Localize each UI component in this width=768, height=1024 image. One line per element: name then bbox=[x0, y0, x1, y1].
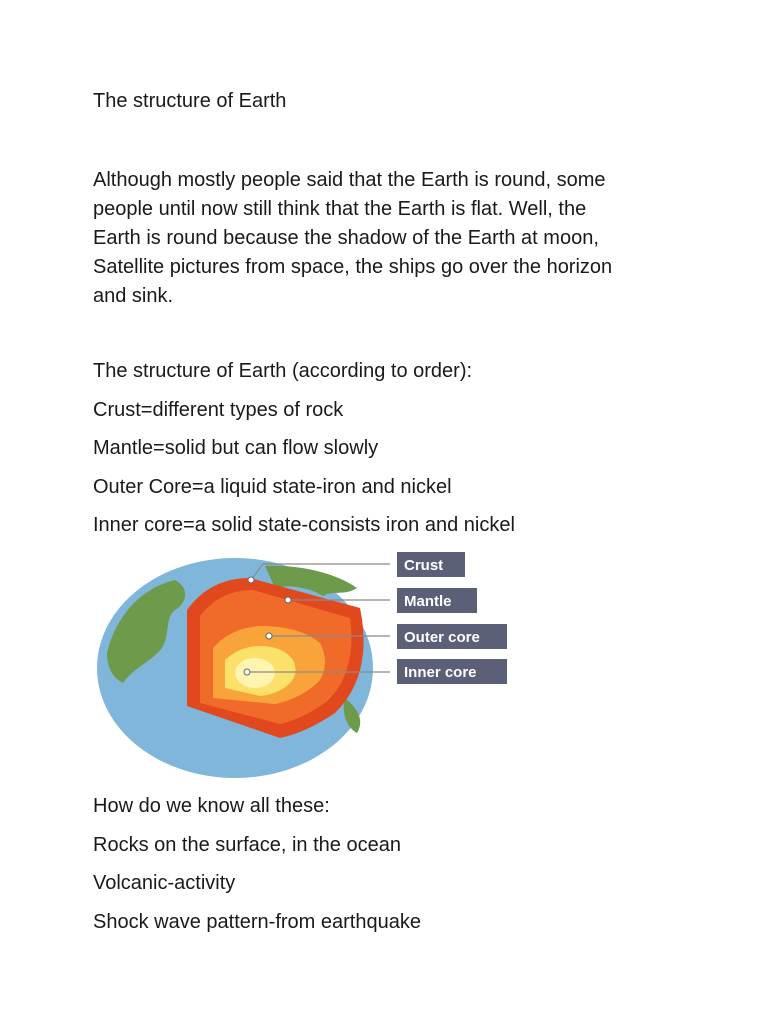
intro-line: people until now still think that the Earth is flat. Well, the bbox=[93, 198, 587, 220]
layer-crust: Crust=different types of rock bbox=[93, 399, 344, 421]
inner-core-highlight bbox=[235, 658, 275, 688]
layer-mantle: Mantle=solid but can flow slowly bbox=[93, 437, 379, 459]
inner-core-label: Inner core bbox=[404, 664, 477, 681]
evidence-item: Volcanic-activity bbox=[93, 872, 236, 894]
evidence-heading: How do we know all these: bbox=[93, 795, 330, 817]
structure-heading: The structure of Earth (according to order): bbox=[93, 360, 473, 382]
layer-outer-core: Outer Core=a liquid state-iron and nickel bbox=[93, 476, 452, 498]
intro-line: and sink. bbox=[93, 285, 174, 307]
evidence-item: Rocks on the surface, in the ocean bbox=[93, 834, 401, 856]
evidence-item: Shock wave pattern-from earthquake bbox=[93, 911, 421, 933]
outer-core-label: Outer core bbox=[404, 629, 480, 646]
mantle-label: Mantle bbox=[404, 593, 452, 610]
earth-structure-diagram bbox=[95, 548, 515, 783]
page-title: The structure of Earth bbox=[93, 90, 287, 112]
intro-line: Although mostly people said that the Earth is round, some bbox=[93, 169, 606, 191]
intro-paragraph bbox=[93, 166, 663, 311]
inner-core-marker bbox=[244, 669, 250, 675]
layer-inner-core: Inner core=a solid state-consists iron and nickel bbox=[93, 514, 515, 536]
crust-label: Crust bbox=[404, 557, 444, 574]
outer-core-marker bbox=[266, 633, 272, 639]
intro-line: Earth is round because the shadow of the Earth at moon, bbox=[93, 227, 599, 249]
intro-line: Satellite pictures from space, the ships go over the horizon bbox=[93, 256, 613, 278]
mantle-marker bbox=[285, 597, 291, 603]
crust-marker bbox=[248, 577, 254, 583]
